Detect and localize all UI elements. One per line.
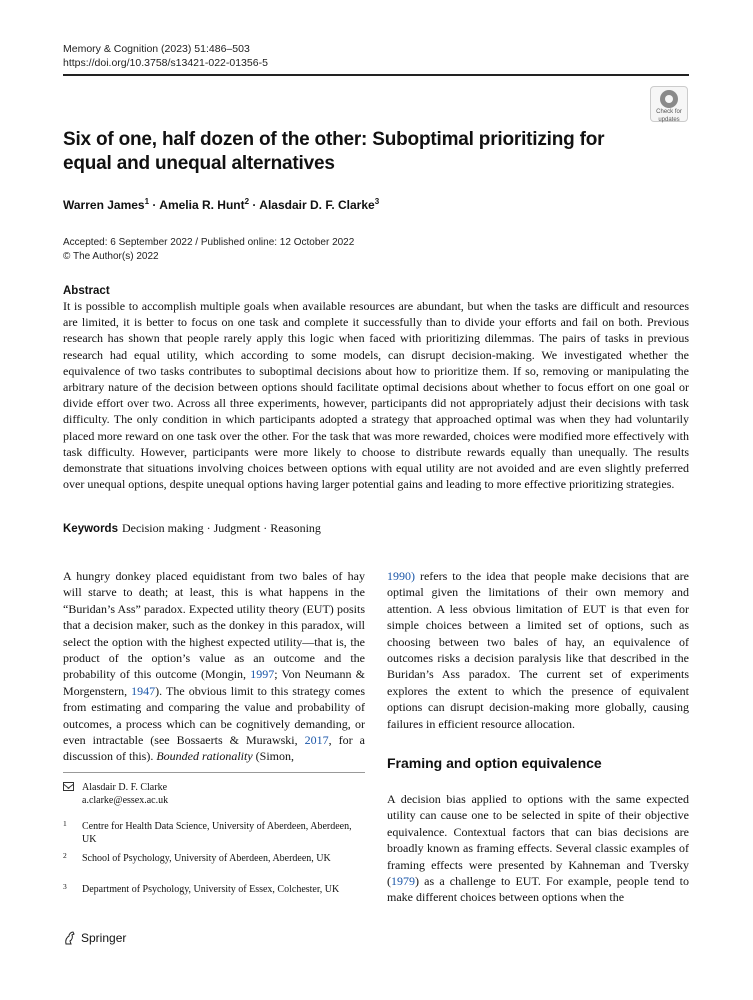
author-name[interactable]: Amelia R. Hunt	[159, 198, 245, 212]
springer-horse-icon	[63, 930, 77, 946]
section-heading: Framing and option equivalence	[387, 755, 602, 771]
text-run: ). The obvious limit to this strategy comes from estimating and comparing the value and probability of outcomes, a process which can be cognitively demanding, or even intractable (see Bossaerts & Murawski,	[63, 683, 365, 748]
citation-link[interactable]: 1997	[250, 667, 275, 682]
affiliation-number: 1	[63, 819, 67, 828]
keywords-label: Keywords	[63, 523, 118, 535]
text-run: A decision bias applied to options with the same expected utility can cause one to be selected in spite of their objective equivalence. Contextual factors that can bias decisions are broadly known as framing effects. Several classic examples of framing effects were presented by Kahneman and Tversky (	[387, 792, 689, 889]
copyright: © The Author(s) 2022	[63, 250, 159, 262]
text-run: A hungry donkey placed equidistant from two bales of hay will starve to death; at least, this is what happens in the “Buridan’s Ass” paradox. Expected utility theory (EUT) posits that a decision maker, such as the donkey in this paradox, will select the option with the highest expected utility—that is, the product of the option’s value as an outcome and the probability of this outcome (Mongin,	[63, 569, 365, 682]
journal-citation: Memory & Cognition (2023) 51:486–503	[63, 43, 250, 55]
envelope-icon	[63, 782, 74, 791]
publisher-name: Springer	[81, 931, 127, 945]
affiliation	[63, 883, 365, 896]
intro-continuation	[387, 568, 689, 732]
corresponding-author	[63, 781, 365, 807]
corresponding-name: Alasdair D. F. Clarke	[82, 782, 168, 793]
text-run: , for a discussion of this).	[63, 733, 365, 764]
keywords-list: Decision making · Judgment · Reasoning	[121, 521, 321, 535]
emphasis: Bounded rationality	[156, 749, 253, 764]
paper-title: Six of one, half dozen of the other: Suboptimal prioritizing for equal and unequal alternatives	[63, 129, 605, 174]
footnote-rule	[63, 772, 365, 773]
intro-paragraph	[63, 568, 365, 765]
publication-dates	[63, 236, 354, 263]
text-run: ) as a challenge to EUT. For example, people tend to make different choices between options when the	[387, 874, 689, 905]
section-paragraph	[387, 791, 689, 906]
abstract-heading: Abstract	[63, 285, 110, 297]
citation-link[interactable]: 1979	[391, 874, 415, 889]
accepted-published: Accepted: 6 September 2022 / Published online: 12 October 2022	[63, 237, 355, 248]
author-name[interactable]: Alasdair D. F. Clarke	[259, 198, 375, 212]
author-list	[63, 197, 379, 212]
citation-link[interactable]: 1947	[131, 683, 156, 698]
check-for-updates-badge[interactable]	[650, 86, 688, 122]
abstract-text: It is possible to accomplish multiple goals when available resources are abundant, but when the tasks are difficult and resources are limited, it is better to focus on one task and complete it successfully than to divide your efforts and fail on both. Previous research has shown that people rarely apply this logic when faced with prioritizing dilemmas. The pairs of tasks in previous research had equal utility, which according to some models, can disrupt decision-making. We investigated whether the equivalence of two tasks contributes to suboptimal decisions about how to prioritize them. If so, removing or manipulating the arbitrary nature of the decision between options should facilitate optimal decisions about whether to focus effort on one goal or divide effort over two. Across all three experiments, however, participants did not appropriately adjust their decisions with task difficulty. The only condition in which participants adopted a strategy that approached optimal was when they had voluntarily placed more reward on one task over the other. For the task that was more rewarded, choices were modified more effectively with task difficulty. However, participants were more likely to choose to distribute rewards equally than unequally. The results demonstrate that situations involving choices between options with equal utility are not avoided and are even slightly preferred over unequal options, despite unequal options having larger potential gains and leading to more effective prioritizing strategies.	[63, 299, 689, 492]
author-separator: ·	[249, 198, 260, 212]
crossmark-line1: Check for	[656, 109, 682, 115]
text-run: ; Von Neumann & Morgenstern,	[63, 667, 366, 698]
affiliation-text: Department of Psychology, University of Essex, Colchester, UK	[82, 884, 340, 895]
crossmark-icon	[660, 90, 678, 108]
citation-link[interactable]: 1990)	[387, 569, 415, 583]
corresponding-email[interactable]: a.clarke@essex.ac.uk	[82, 795, 169, 806]
journal-header	[63, 42, 268, 70]
affiliation	[63, 852, 365, 865]
citation-link[interactable]: 2017	[304, 733, 329, 748]
author-name[interactable]: Warren James	[63, 198, 145, 212]
header-rule	[63, 74, 689, 76]
text-run: refers to the idea that people make decisions that are optimal given the limitations of their own memory and attention. A less obvious limitation of EUT is that even for simple choices between a limited set of options, such as choosing between two bales of hay, an equivalence of outcomes risks a decision paralysis like that described in the Buridan’s Ass paradox. The current set of experiments explores the extent to which the presence of equivalent options can disrupt decision-making more globally, causing failures in efficient resource allocation.	[387, 569, 689, 731]
affiliation-number: 2	[63, 851, 67, 860]
doi-link[interactable]: https://doi.org/10.3758/s13421-022-01356-5	[63, 57, 268, 69]
crossmark-line2: updates	[658, 116, 680, 123]
affiliation-mark: 1	[144, 197, 150, 206]
author-separator: ·	[149, 198, 160, 212]
affiliation-number: 3	[63, 882, 67, 891]
keywords	[63, 521, 321, 536]
affiliation-text: Centre for Health Data Science, University of Aberdeen, Aberdeen, UK	[82, 821, 352, 845]
affiliation	[63, 820, 365, 846]
affiliation-text: School of Psychology, University of Aberdeen, Aberdeen, UK	[82, 853, 331, 864]
affiliation-mark: 2	[244, 197, 250, 206]
affiliation-mark: 3	[374, 197, 380, 206]
text-run: (Simon,	[252, 749, 295, 764]
publisher-footer	[63, 930, 126, 946]
